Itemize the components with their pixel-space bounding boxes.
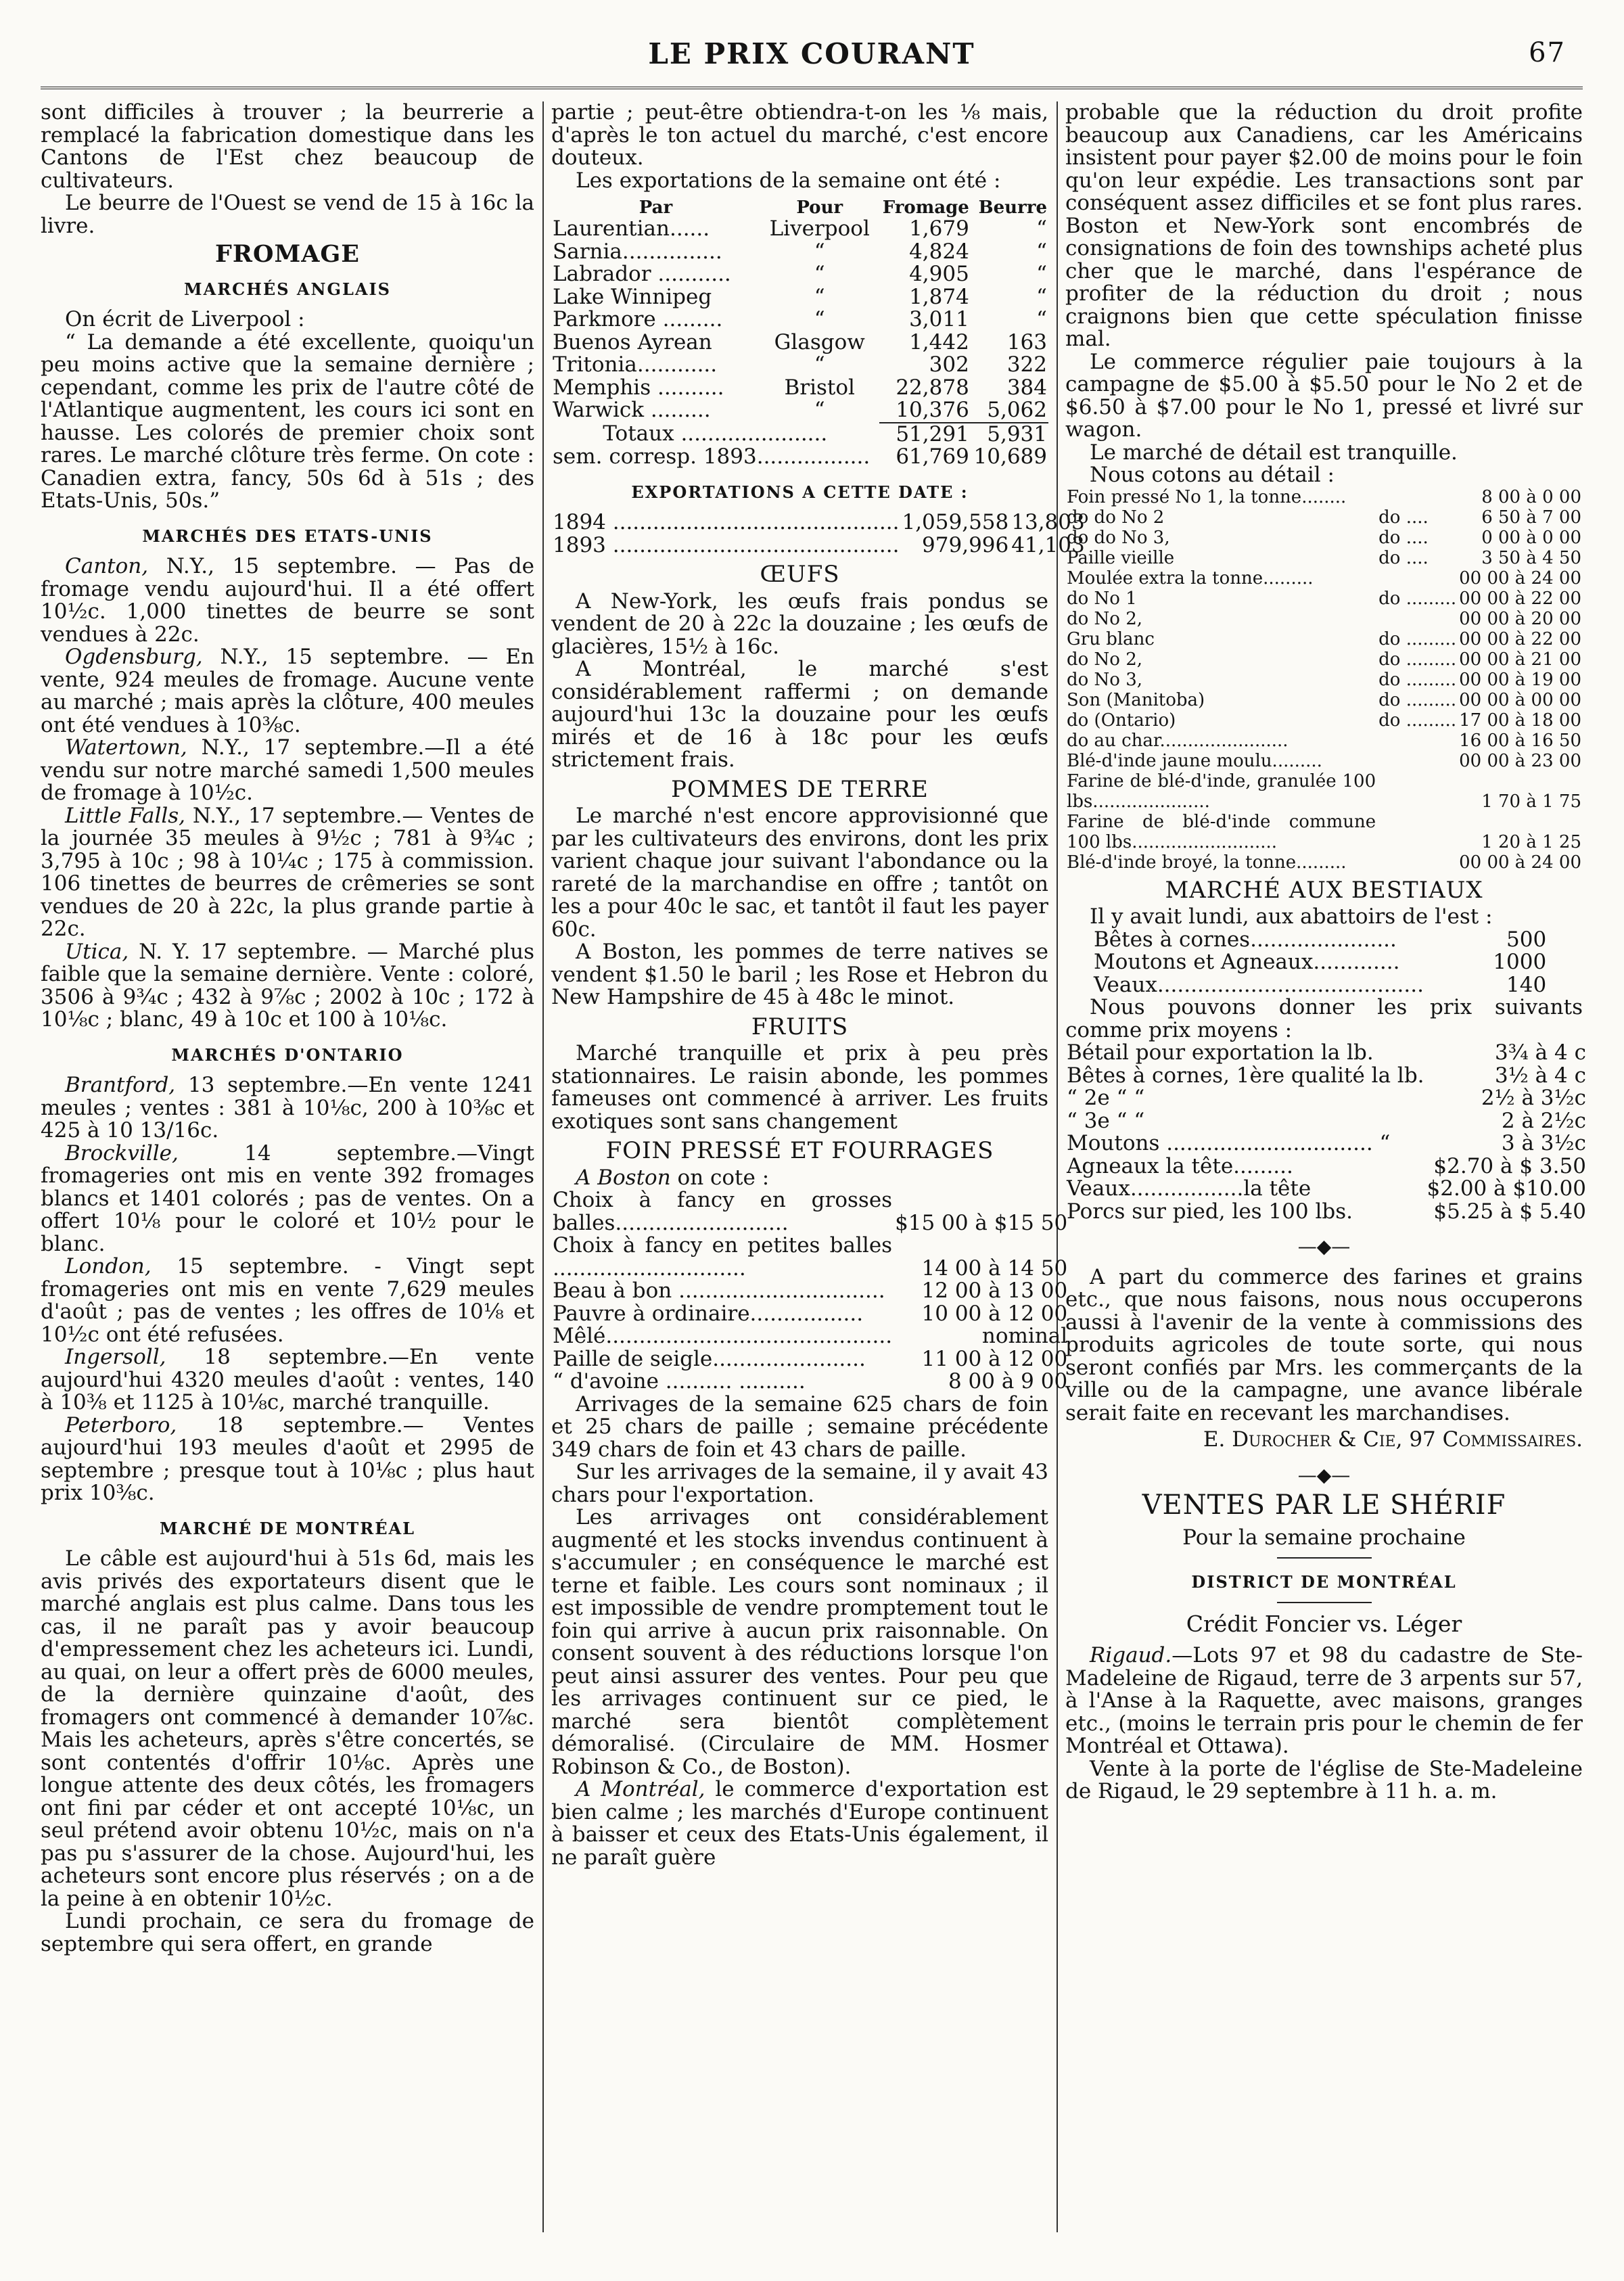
unit-cell [1377,852,1458,873]
price-cell: $15 00 à $15 50 [895,1210,1068,1235]
paragraph [1065,1644,1583,1758]
table-row [1065,609,1583,629]
section-heading-pommes: POMMES DE TERRE [671,775,929,803]
count-cell: 500 [1506,927,1547,952]
exports-to-date-table [551,511,1086,557]
price-cell: 00 00 à 24 00 [1459,852,1581,873]
table-row [1065,1065,1587,1088]
price-cell: 8 00 à 0 00 [1481,486,1581,507]
column-divider [1057,101,1058,2232]
table-row [1065,690,1583,710]
item-cell: Moulée extra la tonne......... [1067,568,1314,589]
corresp-butter: 10,689 [973,444,1047,469]
price-cell: 11 00 à 12 00 [921,1346,1068,1371]
table-row [1065,1201,1587,1224]
cheese-cell: 22,878 [896,375,969,400]
cheese-cell: 4,824 [909,239,969,264]
count-cell: 1000 [1493,950,1547,974]
hay-prices-table [551,1189,1069,1393]
table-row [551,263,1048,286]
exports-table [551,198,1048,469]
butter-cell: 163 [1006,329,1047,354]
report-text: on cote : [670,1165,770,1190]
totals-cheese: 51,291 [879,423,971,446]
bestiaux-body [1092,929,1548,997]
market-report [41,805,534,941]
price-cell: 14 00 à 14 50 [921,1255,1068,1281]
paragraph [551,1167,1048,1190]
paragraph: Marché tranquille et prix à peu près stationnaires. Le raisin abonde, les pommes fameuses ont commencé à arriver. Les fruits exotiques sont sans changement [551,1041,1048,1134]
price-cell: $5.25 à $ 5.40 [1433,1199,1586,1224]
item-cell: do au char....................... [1067,730,1289,751]
price-cell: 2 à 2½c [1501,1108,1586,1133]
year-cell: 1893 ........................................... [553,532,900,557]
market-report [41,646,534,737]
column-header: Par [639,198,673,218]
cheese-cell: 1,679 [909,216,969,241]
price-cell: 8 00 à 9 00 [948,1369,1068,1393]
report-text: 14 septembre.—Vingt fromageries ont mis en vente 392 fromages blancs et 1401 colorés ; pas de ventes. On a offert 10⅛ pour le coloré et 10½ pour le blanc. [41,1140,534,1256]
market-report [41,1414,534,1505]
destination-cell: Bristol [784,375,855,400]
price-cell: nominal [981,1324,1068,1348]
item-cell: do No 1 [1067,588,1137,609]
item-cell: Paille vieille [1067,547,1175,568]
price-cell: 1 70 à 1 75 [1481,791,1581,812]
corresp-row [551,446,1048,469]
detail-body [1065,487,1583,873]
item-cell: Beau à bon ............................... [553,1278,885,1303]
place-name: Utica, [65,939,129,964]
report-text: le commerce d'exportation est bien calme ; les marchés d'Europe continuent à baisser et ceux des Etats-Unis également, il ne paraît guère [551,1777,1048,1870]
item-cell: do (Ontario) [1067,710,1176,731]
place-name: Ingersoll, [65,1345,166,1369]
item-cell: “ 2e “ “ [1067,1086,1145,1110]
separator-rule [1277,1602,1372,1603]
table-row [1065,568,1583,589]
place-name: Rigaud. [1090,1643,1172,1667]
unit-cell: do ......... [1378,628,1457,649]
butter-cell: 322 [1006,352,1047,377]
district-heading: DISTRICT DE MONTRÉAL [1191,1572,1457,1592]
paragraph: On écrit de Liverpool : [65,307,305,331]
item-cell: Veaux.................la tête [1067,1176,1312,1201]
price-cell: 6 50 à 7 00 [1481,507,1581,528]
item-cell: Moutons ............................... “ [1067,1131,1391,1155]
table-row [551,534,1086,557]
item-cell: Farine de blé-d'inde commune 100 lbs.......................... [1067,811,1376,852]
table-row [1065,771,1583,812]
destination-cell: “ [814,262,825,286]
table-row [1065,670,1583,690]
item-cell: Veaux........................................ [1094,972,1424,997]
ornament-divider: —◆— [1297,1235,1351,1258]
ship-cell: Sarnia............... [553,239,722,264]
newspaper-title: LE PRIX COURANT [648,37,975,70]
item-cell: Blé-d'inde jaune moulu......... [1067,750,1322,771]
table-row [1065,731,1583,751]
price-cell: 2½ à 3½c [1481,1086,1586,1110]
livestock-prices-table [1065,1042,1587,1223]
table-header-row [551,198,1048,218]
table-row [551,1189,1069,1235]
price-cell: 00 00 à 23 00 [1459,750,1581,771]
item-cell: do No 3, [1067,669,1143,690]
market-report [41,1140,534,1256]
butter-cell: “ [1036,307,1047,331]
unit-cell [1377,812,1458,852]
table-row [1065,710,1583,731]
price-cell: 3 50 à 4 50 [1481,547,1581,568]
running-head [41,37,1583,78]
paragraph: Vente à la porte de l'église de Ste-Madeleine de Rigaud, le 29 septembre à 11 h. a. m. [1065,1756,1583,1803]
report-text: N.Y., 15 septembre. — En vente, 924 meules de fromage. Aucune vente au marché ; mais après la clôture, 400 meules ont été vendues à 10⅜c. [41,645,534,737]
table-row [551,354,1048,377]
subheading-marches-anglais: MARCHÉS ANGLAIS [184,279,391,299]
price-cell: 17 00 à 18 00 [1459,710,1581,731]
item-cell: Pauvre à ordinaire................. [553,1301,864,1326]
table-row [1065,589,1583,609]
unit-cell [1377,568,1458,589]
butter-cell: “ [1036,284,1047,309]
table-row [1065,528,1583,548]
item-cell: Bêtes à cornes, 1ère qualité la lb. [1067,1063,1424,1088]
table-row [1065,487,1583,507]
item-cell: “ d'avoine .......... .......... [553,1369,806,1393]
item-cell: “ 3e “ “ [1067,1108,1145,1133]
table-row [1065,649,1583,670]
item-cell: Porcs sur pied, les 100 lbs. [1067,1199,1353,1224]
place-name: Watertown, [65,735,187,760]
paragraph: A part du commerce des farines et grains etc., que nous faisons, nous nous occuperons aussi à l'avenir de la vente à commissions des produits agricoles de toute sorte, qui nous seront confiés par Mrs. les commerçants de la ville ou de la campagne, une avance libérale serait faite en recevant les marchandises. [1065,1264,1583,1425]
paragraph: A Montréal, le marché s'est considérablement raffermi ; on demande aujourd'hui 13c la douzaine pour les œufs mirés et de 16 à 18c pour les œufs strictement frais. [551,657,1048,772]
report-text: —Lots 97 et 98 du cadastre de Ste-Madeleine de Rigaud, terre de 3 arpents sur 57, à l'Anse à la Raquette, avec maisons, granges etc., (moins le terrain pris pour le chemin de fer Montréal et Ottawa). [1065,1643,1583,1758]
paragraph: Nous cotons au détail : [1090,463,1335,487]
place-name: Little Falls, [65,803,186,828]
paragraph: sont difficiles à trouver ; la beurrerie a remplacé la fabrication domestique dans les Cantons de l'Est chez beaucoup de cultivateurs. [41,100,534,193]
section-heading-oeufs: ŒUFS [760,561,840,588]
cheese-cell: 1,442 [909,329,969,354]
subheading-ontario: MARCHÉS D'ONTARIO [171,1044,404,1065]
sheriff-subheading: Pour la semaine prochaine [1182,1525,1466,1550]
item-cell: Moutons et Agneaux............. [1094,950,1400,974]
cheese-cell: 979,996 [922,532,1009,557]
cheese-cell: 1,059,558 [902,510,1009,534]
report-text: 13 septembre.—En vente 1241 meules ; ventes : 381 à 10⅛c, 200 à 10⅜c et 425 à 10 13/16c. [41,1073,534,1143]
destination-cell: Liverpool [769,216,870,241]
table-row [551,511,1086,534]
report-text: 15 septembre. - Vingt sept fromageries ont mis en vente 7,629 meules d'août ; pas de ventes ; les offres de 10⅛ et 10½c ont été refusées. [41,1254,534,1347]
price-cell: 10 00 à 12 00 [921,1301,1068,1326]
item-cell: do No 2, [1067,608,1143,629]
price-cell: 00 00 à 21 00 [1459,649,1581,670]
section-heading-fruits: FRUITS [751,1013,849,1040]
unit-cell [1377,771,1458,812]
foin-body [551,1189,1069,1393]
price-cell: 00 00 à 24 00 [1459,568,1581,589]
totals-butter: 5,931 [971,423,1048,446]
cheese-cell: 3,011 [909,307,969,331]
livestock-count-table [1092,929,1548,997]
paragraph [551,1778,1048,1869]
unit-cell: do ......... [1378,588,1457,609]
column-header: Pour [796,198,843,218]
ship-cell: Warwick ......... [553,398,711,422]
unit-cell: do ......... [1378,669,1457,690]
paragraph: A Boston, les pommes de terre natives se vendent $1.50 le baril ; les Rose et Hebron du New Hampshire de 45 à 48c le minot. [551,940,1048,1009]
paragraph: Le commerce régulier paie toujours à la campagne de $5.00 à $5.50 pour le No 2 et de $6.50 à $7.00 pour le No 1, pressé et livré sur wagon. [1065,349,1583,442]
item-cell: Foin pressé No 1, la tonne........ [1067,486,1347,507]
table-row [551,331,1048,354]
table-row [1092,951,1548,974]
ship-cell: Parkmore ......... [553,307,723,331]
report-text: 18 septembre.— Ventes aujourd'hui 193 meules d'août et 2995 de septembre ; presque tout à 10⅛c ; plus haut prix 10⅜c. [41,1412,534,1505]
table-row [551,1303,1069,1326]
report-text: 18 septembre.—En vente aujourd'hui 4320 meules d'août : ventes, 140 à 10⅜ et 1125 à 10⅛c, marché tranquille. [41,1345,534,1414]
subheading-montreal: MARCHÉ DE MONTRÉAL [159,1518,416,1538]
table-row [1092,974,1548,997]
totals-label: Totaux ...................... [603,421,828,446]
table-row [1065,1110,1587,1133]
table-row [551,1370,1069,1393]
table-row [1092,929,1548,952]
table-row [551,218,1048,241]
cheese-cell: 10,376 [896,398,969,422]
item-cell: do do No 3, [1067,527,1170,548]
butter-cell: 13,803 [1011,510,1085,534]
market-report [41,1346,534,1414]
paragraph: A New-York, les œufs frais pondus se vendent de 20 à 22c la douzaine ; les œufs de glacières, 15½ à 16c. [551,589,1048,659]
table-row [1065,507,1583,528]
price-cell: 00 00 à 22 00 [1459,588,1581,609]
destination-cell: “ [814,398,825,422]
place-name: A Montréal, [576,1777,705,1801]
column-2 [551,100,1085,2232]
butter-cell: 5,062 [987,398,1047,422]
report-text: N.Y., 17 septembre.—Il a été vendu sur notre marché samedi 1,500 meules de fromage à 10½c. [41,735,534,805]
header-rule [41,87,1583,89]
section-heading-bestiaux: MARCHÉ AUX BESTIAUX [1165,876,1483,904]
signature: E. Durocher & Cie, 97 Commissaires. [1203,1427,1583,1452]
cheese-cell: 302 [929,352,969,377]
butter-cell: 384 [1006,375,1047,400]
corresp-cheese: 61,769 [896,444,969,469]
unit-cell: do .... [1378,547,1429,568]
market-report [41,555,534,646]
table-row [551,308,1048,331]
place-name: Brockville, [65,1140,179,1166]
section-heading-fromage: FROMAGE [215,240,360,268]
item-cell: Agneaux la tête......... [1067,1153,1293,1178]
table-row [551,1325,1069,1348]
destination-cell: “ [814,284,825,309]
market-report [41,941,534,1032]
ornament-divider: —◆— [1297,1463,1351,1486]
subheading-exportations-date: EXPORTATIONS A CETTE DATE : [631,482,969,502]
quote-paragraph: “ La demande a été excellente, quoiqu'un peu moins active que la semaine dernière ; cependant, comme les prix de l'autre côté de l'Atlantique augmentent, les cours ici sont en hausse. Les colorés de premier choix sont rares. Le marché clôture très ferme. On cote : Canadien extra, fancy, 50s 6d à 51s ; des Etats-Unis, 50s.” [41,329,534,513]
market-report [41,1255,534,1346]
paragraph: Le câble est aujourd'hui à 51s 6d, mais les avis privés des exportateurs disent que le marché anglais est plus calme. Dans tous les cas, il ne paraît pas y avoir beaucoup d'empressement chez les acheteurs ici. Lundi, au quai, on leur a offert près de 6000 meules, de la dernière quinzaine d'août, des fromagers ont commencé à demander 10⅞c. Mais les acheteurs, après s'être concertés, se sont contentés d'offrir 10⅛c. Après une longue attente des deux côtés, les fromagers ont fini par céder et ont accepté 10⅛c, un seul prétend avoir obtenu 10½c, mais on n'a pas pu s'assurer de la chose. Aujourd'hui, les acheteurs sont encore plus réservés ; on a de la peine à en obtenir 10½c. [41,1546,534,1911]
price-cell: 00 00 à 22 00 [1459,628,1581,649]
table-row [1065,1132,1587,1155]
destination-cell: Glasgow [774,329,865,354]
price-cell: 12 00 à 13 00 [921,1278,1068,1303]
paragraph: Le marché n'est encore approvisionné que par les cultivateurs des environs, dont les prix varient chaque jour suivant l'abondance ou la rareté de la marchandise en offre ; tantôt on les a pour 40c le sac, et tantôt il faut les payer 60c. [551,804,1048,942]
price-cell: 0 00 à 0 00 [1481,527,1581,548]
price-cell: 00 00 à 00 00 [1459,689,1581,710]
table-row [551,241,1048,264]
year-cell: 1894 ........................................... [553,510,900,534]
paragraph: Nous pouvons donner les prix suivants comme prix moyens : [1065,995,1583,1042]
paragraph: Il y avait lundi, aux abattoirs de l'est : [1090,904,1493,929]
unit-cell: do ......... [1378,689,1457,710]
place-name: London, [65,1254,152,1278]
butter-cell: “ [1036,216,1047,241]
ship-cell: Lake Winnipeg [553,284,712,309]
report-text: N.Y., 15 septembre. — Pas de fromage vendu aujourd'hui. Il a été offert 10½c. 1,000 tinettes de beurre se sont vendues à 22c. [41,554,534,647]
price-cell: 3¾ à 4 c [1495,1040,1586,1065]
butter-cell: “ [1036,239,1047,264]
sheriff-sales-heading: VENTES PAR LE SHÉRIF [1142,1490,1506,1521]
cheese-cell: 1,874 [909,284,969,309]
cheese-cell: 4,905 [909,262,969,286]
years-body [551,511,1086,557]
item-cell: do do No 2 [1067,507,1165,528]
place-name: Canton, [65,554,149,578]
paragraph: Lundi prochain, ce sera du fromage de septembre qui sera offert, en grande [41,1909,534,1956]
unit-cell: do .... [1378,527,1429,548]
price-cell: 16 00 à 16 50 [1459,730,1581,751]
table-row [1065,1087,1587,1110]
column-3 [1065,100,1586,2232]
price-cell: 00 00 à 20 00 [1459,608,1581,629]
item-cell: do No 2, [1067,649,1143,670]
count-cell: 140 [1506,972,1547,997]
item-cell: Bêtes à cornes...................... [1094,927,1397,952]
case-title: Crédit Foncier vs. Léger [1186,1610,1462,1637]
unit-cell [1377,487,1458,507]
table-row [1065,1178,1587,1201]
butter-cell: 41,103 [1011,532,1085,557]
column-1 [41,101,534,2232]
column-header: Beurre [978,198,1047,218]
unit-cell [1377,609,1458,629]
ship-cell: Memphis .......... [553,375,724,400]
table-row [1065,629,1583,649]
place-name: Brantford, [65,1073,176,1097]
paragraph: Les exportations de la semaine ont été : [576,168,1001,193]
ship-cell: Laurentian...... [553,216,710,241]
prix-body [1065,1042,1587,1223]
price-cell: 3 à 3½c [1501,1131,1586,1155]
table-row [1065,548,1583,568]
price-cell: $2.00 à $10.00 [1426,1176,1586,1201]
price-cell: $2.70 à $ 3.50 [1433,1153,1586,1178]
table-row [551,1235,1069,1280]
subheading-marches-us: MARCHÉS DES ETATS-UNIS [142,526,433,546]
column-divider [542,101,544,2232]
unit-cell: do ......... [1378,710,1457,731]
place-name: Ogdensburg, [65,645,203,669]
price-cell: 00 00 à 19 00 [1459,669,1581,690]
market-report [41,1074,534,1143]
table-row [551,1348,1069,1371]
price-cell: 1 20 à 1 25 [1481,831,1581,852]
ship-cell: Buenos Ayrean [553,329,712,354]
section-heading-foin: FOIN PRESSÉ ET FOURRAGES [605,1137,994,1164]
paragraph: Le beurre de l'Ouest se vend de 15 à 16c la livre. [41,191,534,238]
table-row [1065,852,1583,873]
market-report [41,737,534,805]
paragraph: Les arrivages ont considérablement augmenté et les stocks invendus continuent à s'accumuler ; en conséquence le marché est terne et faible. Les cours sont nominaux ; il est impossible de vendre promptement tout le foin qui arrive à aucun prix raisonnable. On consent souvent à des réductions lorsque l'on peut ainsi assurer des ventes. Pour peu que les arrivages continuent sur ce pied, le marché sera bientôt complètement démoralisé. (Circulaire de MM. Hosmer Robinson & Co., de Boston). [551,1505,1048,1779]
ship-cell: Labrador ........... [553,262,731,286]
table-row [551,286,1048,309]
butter-cell: “ [1036,262,1047,286]
ship-cell: Tritonia............ [553,352,718,377]
table-row [551,1280,1069,1303]
separator-rule [1277,1557,1372,1559]
paragraph: Arrivages de la semaine 625 chars de foin et 25 chars de paille ; semaine précédente 349 chars de foin et 43 chars de paille. [551,1391,1048,1462]
table-row [1065,812,1583,852]
unit-cell [1377,751,1458,771]
item-cell: Gru blanc [1067,628,1155,649]
exports-body [551,218,1048,423]
table-row [1065,1042,1587,1065]
item-cell: Bétail pour exportation la lb. [1067,1040,1374,1065]
table-row [551,399,1048,423]
price-cell: 3½ à 4 c [1495,1063,1586,1088]
item-cell: Farine de blé-d'inde, granulée 100 lbs..................... [1067,770,1376,812]
totals-row [551,423,1048,446]
table-row [1065,751,1583,771]
paragraph: probable que la réduction du droit profite beaucoup aux Canadiens, car les Américains insistent pour payer $2.00 de moins pour le foin qu'on leur expédie. Les transactions sont par conséquent assez difficiles et se font plus rares. Boston et New-York sont encombrés de consignations de foin des townships acheté plus cher que le marché, dans l'espérance de profiter de la réduction du droit ; nous craignons bien que cette spéculation finisse mal. [1065,100,1583,351]
paragraph: Le marché de détail est tranquille. [1090,440,1458,465]
destination-cell: “ [814,352,825,377]
report-text: N. Y. 17 septembre. — Marché plus faible que la semaine dernière. Vente : coloré, 3506 à 9¾c ; 432 à 9⅞c ; 2002 à 10c ; 172 à 10⅛c ; blanc, 49 à 10c et 100 à 10⅛c. [41,939,534,1032]
unit-cell: do .... [1378,507,1429,528]
paragraph: partie ; peut-être obtiendra-t-on les ⅛ mais, d'après le ton actuel du marché, c'est encore douteux. [551,100,1048,170]
item-cell: Paille de seigle....................... [553,1346,866,1371]
unit-cell [1377,731,1458,751]
corresp-label: sem. corresp. 1893................. [553,444,871,469]
paragraph: Sur les arrivages de la semaine, il y avait 43 chars pour l'exportation. [551,1460,1048,1507]
item-cell: Choix à fancy en petites balles ............................. [553,1233,893,1281]
destination-cell: “ [814,307,825,331]
place-name: Peterboro, [65,1412,177,1437]
page-number: 67 [1529,37,1566,68]
item-cell: Blé-d'inde broyé, la tonne......... [1067,852,1347,873]
column-header: Fromage [882,198,969,218]
item-cell: Son (Manitoba) [1067,689,1205,710]
table-row [1065,1155,1587,1178]
report-text: N.Y., 17 septembre.— Ventes de la journée 35 meules à 9½c ; 781 à 9¾c ; 3,795 à 10c ; 98 à 10¼c ; 175 à commission. 106 tinettes de beurres de crêmeries se sont vendues de 20 à 22c, la plus grande partie à 22c. [41,803,534,941]
place-name: A Boston [576,1165,671,1190]
unit-cell: do ......... [1378,649,1457,670]
table-row [551,377,1048,400]
retail-prices-table [1065,487,1583,873]
item-cell: Choix à fancy en grosses balles.......................... [553,1188,893,1235]
item-cell: Mêlé........................................... [553,1324,893,1348]
destination-cell: “ [814,239,825,264]
